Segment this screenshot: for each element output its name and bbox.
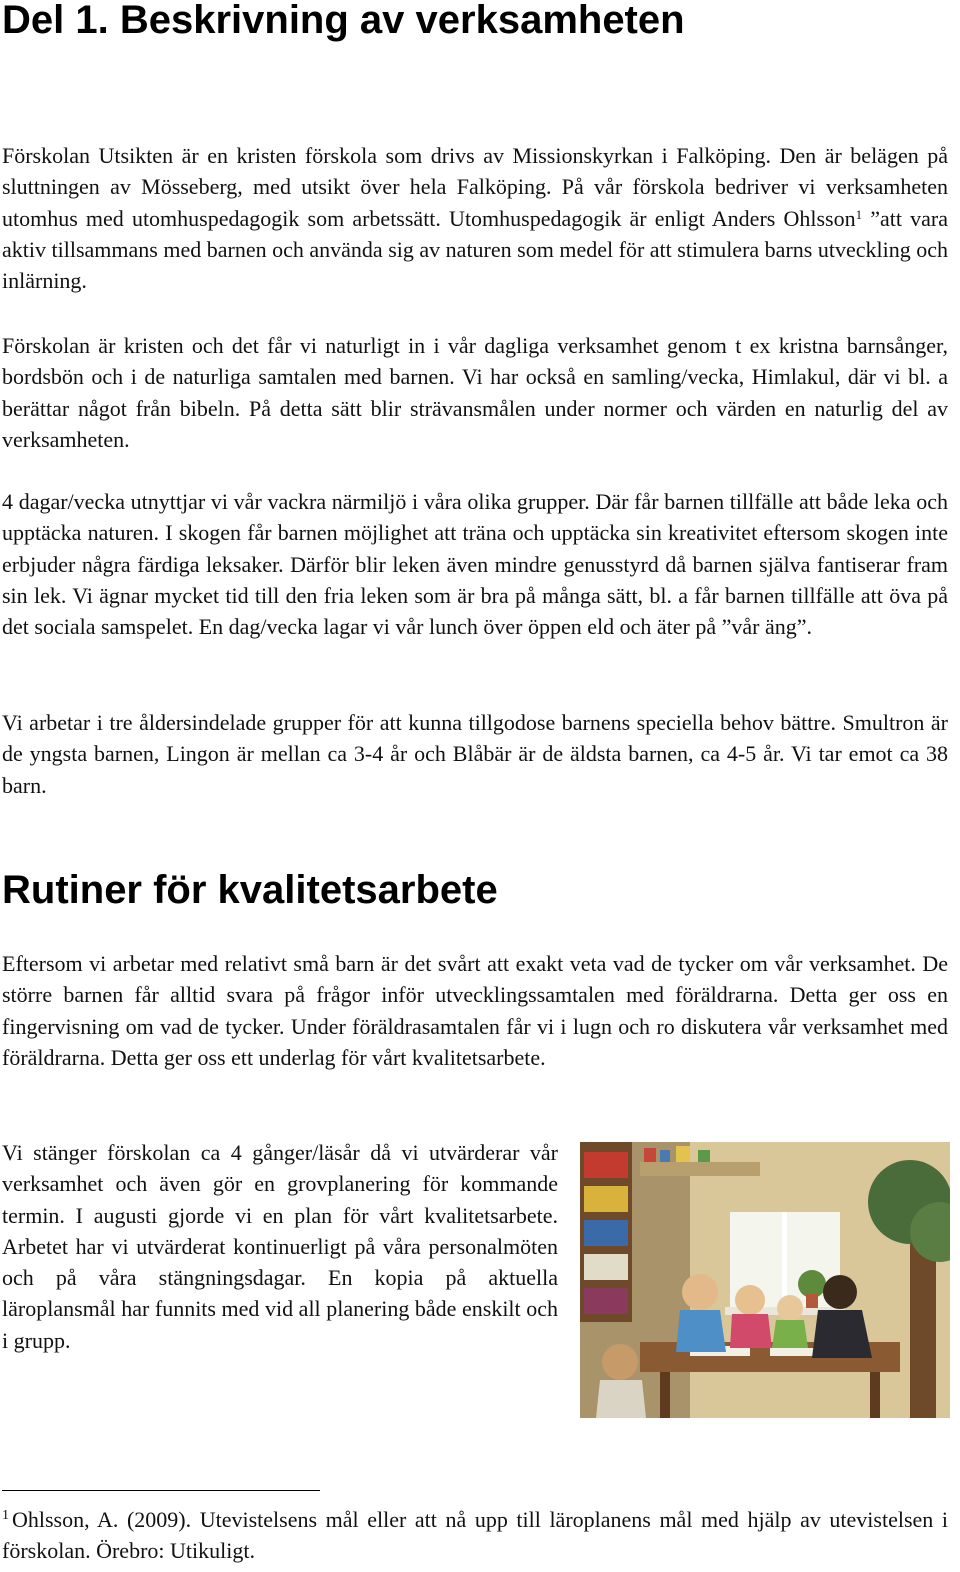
paragraph-quality-intro: Eftersom vi arbetar med relativt små barn är det svårt att exakt veta vad de tycker om vår verksamhet. De större barnen får alltid svara på frågor inför utvecklingssamtalen med föräldrarna. Detta ger oss en fingervisning om vad de tycker. Under föräldrasamtalen får vi i lugn och ro diskutera vår verksamhet med föräldrarna. Detta ger oss ett underlag för vårt kvalitetsarbete. bbox=[2, 951, 948, 1070]
photo-books-2 bbox=[584, 1186, 628, 1212]
photo-child-2 bbox=[735, 1285, 765, 1315]
paragraph-groups: Vi arbetar i tre åldersindelade grupper för att kunna tillgodose barnens speciella behov bättre. Smultron är de yngsta barnen, Lingon är mellan ca 3-4 år och Blåbär är de äldsta barnen, ca 4-5 år. Vi tar emot ca 38 barn. bbox=[2, 710, 948, 798]
classroom-photo-icon bbox=[580, 1142, 950, 1418]
photo-child-3 bbox=[602, 1344, 638, 1380]
photo-plant bbox=[798, 1270, 826, 1298]
photo-books-3 bbox=[584, 1220, 628, 1246]
paragraph-intro bbox=[2, 140, 948, 296]
paragraph-nature: 4 dagar/vecka utnyttjar vi vår vackra närmiljö i våra olika grupper. Där får barnen tillfälle att både leka och upptäcka naturen. I skogen får barnen möjlighet att träna och upptäcka sin kreativitet eftersom skogen inte erbjuder några färdiga leksaker. Därför blir leken även mindre genusstyrd då barnen själva fantiserar fram sin lek. Vi ägnar mycket tid till den fria leken som är bra på många sätt, bl. a får barnen tillfälle att öva på det sociala samspelet. En dag/vecka lagar vi vår lunch över öppen eld och äter på ”vår äng”. bbox=[2, 489, 948, 640]
section-heading-kvalitetsarbete: Rutiner för kvalitetsarbete bbox=[2, 868, 498, 912]
photo-top-shelf bbox=[640, 1162, 760, 1176]
section-heading-beskrivning: Del 1. Beskrivning av verksamheten bbox=[2, 0, 685, 42]
photo-books-5 bbox=[584, 1288, 628, 1314]
paragraph-closing-days: Vi stänger förskolan ca 4 gånger/läsår då vi utvärderar vår verksamhet och även gör en grovplanering för kommande termin. I augusti gjorde vi en plan för vårt kvalitetsarbete. Arbetet har vi utvärderat kontinuerligt på våra personalmöten och på våra stängningsdagar. En kopia på aktuella läroplansmål har funnits med vid all planering både enskilt och i grupp. bbox=[2, 1140, 558, 1353]
paragraph-intro-quote: ”att vara aktiv tillsammans med barnen och använda sig av naturen som medel för att stimulera barns utveckling och inlärning. bbox=[2, 205, 948, 294]
footnote-separator bbox=[2, 1490, 320, 1491]
photo-books-1 bbox=[584, 1152, 628, 1178]
paragraph-intro-text: Förskolan Utsikten är en kristen förskola som drivs av Missionskyrkan i Falköping. Den är belägen på sluttningen av Mösseberg, med utsikt över hela Falköping. På vår förskola bedriver vi verksamheten utomhus med utomhuspedagogik som arbetssätt. Utomhuspedagogik är enligt Anders Ohlsson bbox=[2, 143, 948, 231]
photo-child-4 bbox=[777, 1295, 803, 1321]
document-page bbox=[2, 0, 948, 1572]
photo-books-4 bbox=[584, 1254, 628, 1280]
paragraph-christian: Förskolan är kristen och det får vi naturligt in i vår dagliga verksamhet genom t ex kristna barnsånger, bordsbön och i de naturliga samtalen med barnen. Vi har också en samling/vecka, Himlakul, där vi bl. a berättar något från bibeln. På detta sätt blir strävansmålen under normer och värden en naturlig del av verksamheten. bbox=[2, 333, 948, 452]
classroom-photo bbox=[580, 1142, 950, 1418]
photo-child-1 bbox=[682, 1274, 718, 1310]
footnote bbox=[2, 1504, 948, 1567]
footnote-reference: 1 bbox=[855, 206, 863, 222]
footnote-text: Ohlsson, A. (2009). Utevistelsens mål eller att nå upp till läroplanens mål med hjälp av utevistelsen i förskolan. Örebro: Utikuligt. bbox=[2, 1507, 948, 1564]
photo-adult bbox=[823, 1275, 857, 1309]
footnote-number: 1 bbox=[2, 1508, 9, 1523]
